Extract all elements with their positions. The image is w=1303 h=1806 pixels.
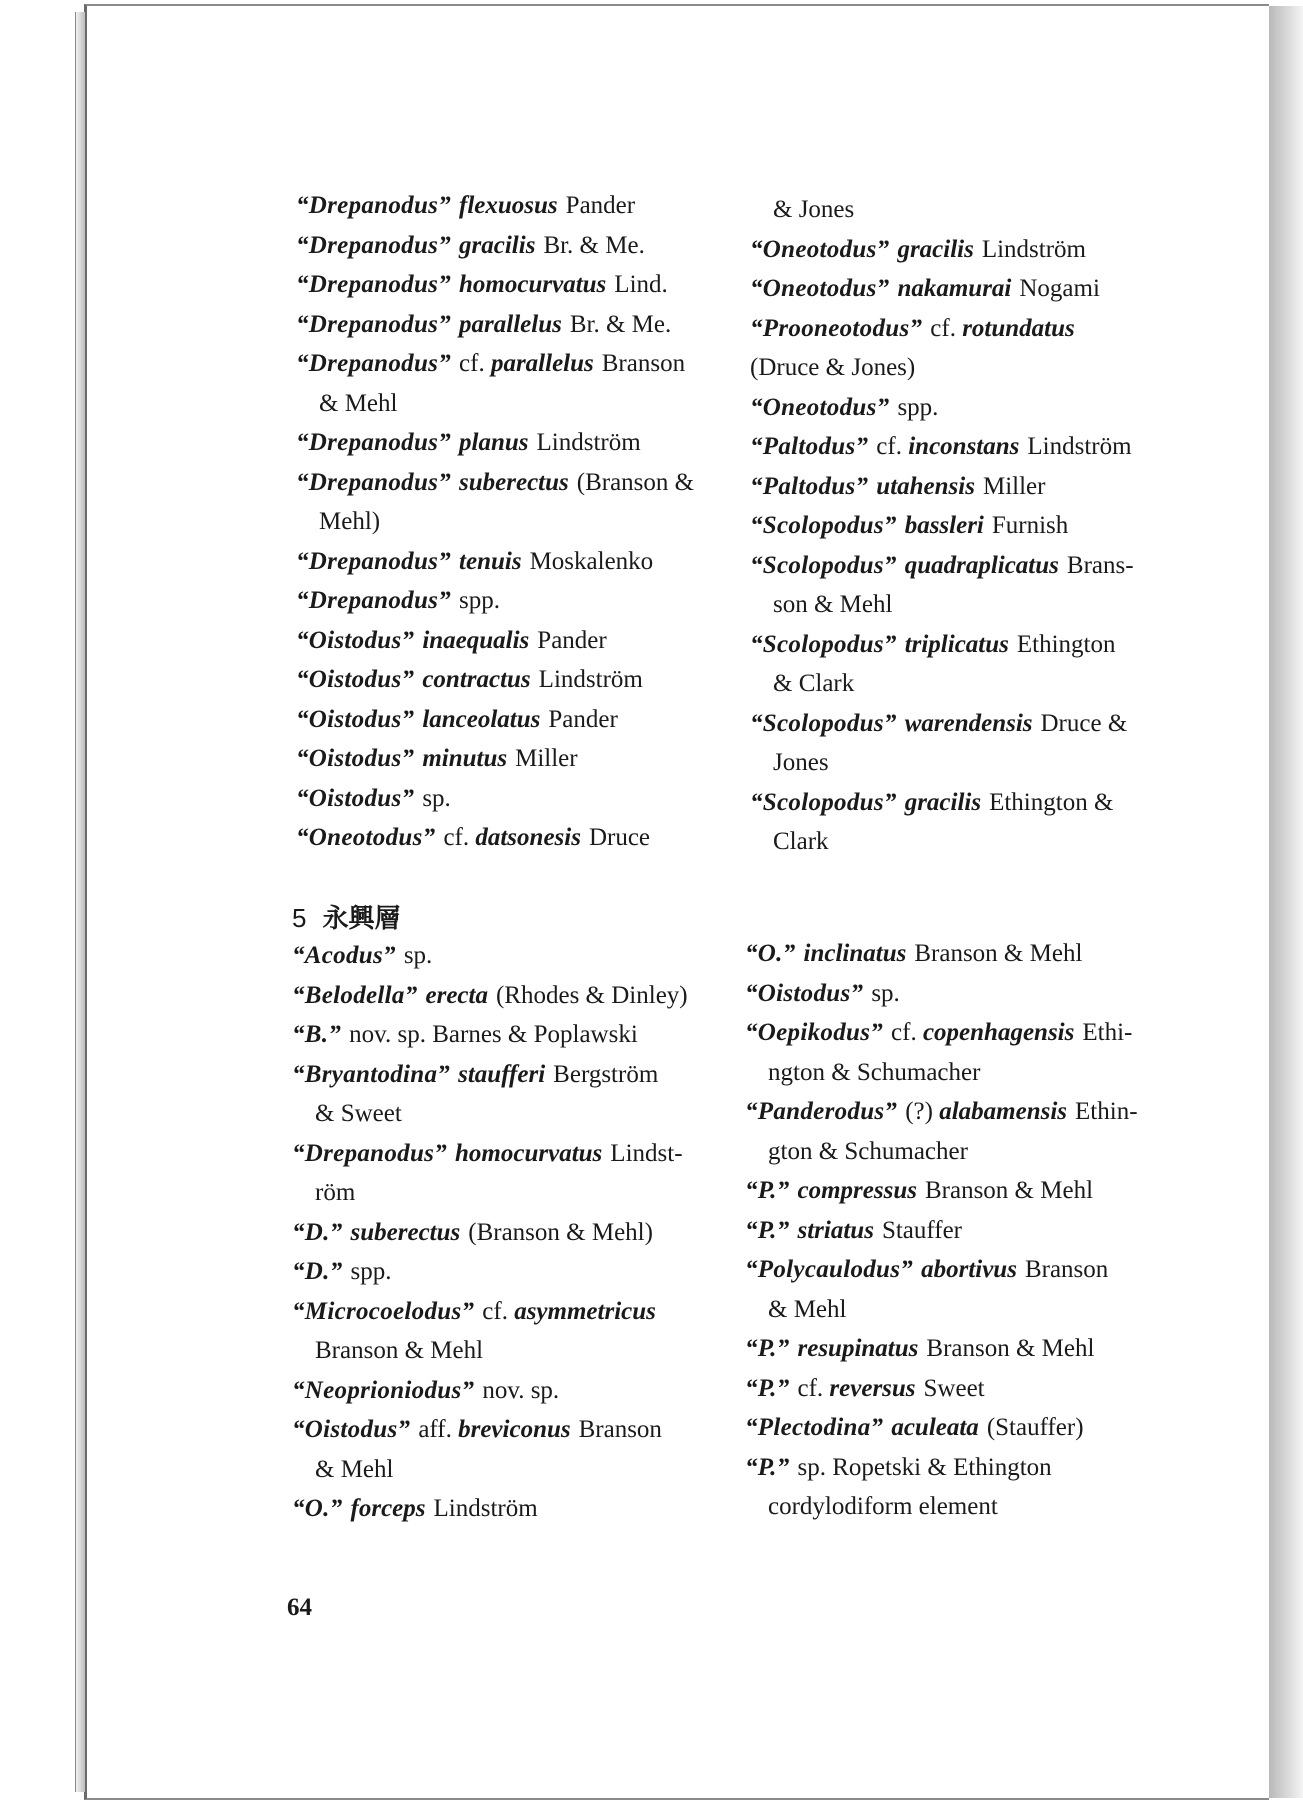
taxon-entry	[296, 621, 694, 661]
author-name: cf.	[930, 314, 963, 342]
taxon-entry	[296, 818, 694, 858]
entry-continuation: & Mehl	[319, 389, 398, 417]
taxon-entry	[296, 265, 694, 305]
taxon-entry	[745, 934, 1138, 974]
taxon-entry	[296, 739, 694, 779]
taxon-entry	[750, 625, 1134, 665]
genus-name: “Drepanodus”	[296, 547, 452, 575]
taxon-entry	[292, 1292, 688, 1332]
species-name: tenuis	[459, 547, 522, 575]
genus-name: “Oistodus”	[296, 784, 415, 812]
entry-continuation: son & Mehl	[773, 591, 893, 618]
taxon-entry	[745, 1211, 1138, 1251]
taxon-entry	[292, 1489, 688, 1529]
species-name: breviconus	[458, 1416, 571, 1443]
author-name: Furnish	[991, 512, 1069, 539]
author-name: sp.	[871, 979, 900, 1007]
species-name: asymmetricus	[514, 1297, 656, 1325]
taxon-entry	[750, 427, 1134, 467]
species-name: datsonesis	[475, 824, 581, 851]
entry-continuation: ngton & Schumacher	[768, 1058, 981, 1086]
entry-continuation: & Clark	[773, 670, 855, 697]
author-name: cf.	[797, 1374, 830, 1402]
taxon-entry	[750, 388, 1134, 428]
genus-name: “Drepanodus”	[296, 429, 452, 456]
author-name: sp.	[422, 784, 451, 812]
species-name: resupinatus	[797, 1335, 919, 1362]
taxon-entry	[296, 581, 694, 621]
genus-name: “Microcoelodus”	[292, 1297, 475, 1325]
genus-name: “Drepanodus”	[296, 192, 452, 219]
author-name: Nogami	[1019, 275, 1100, 302]
genus-name: “B.”	[292, 1021, 342, 1048]
species-name: suberectus	[459, 468, 569, 496]
author-name: Lindström	[1027, 433, 1132, 460]
genus-name: “Oistodus”	[296, 745, 415, 772]
taxon-entry	[296, 542, 694, 582]
author-name: Pander	[537, 626, 607, 654]
author-name: Branson	[578, 1416, 662, 1443]
taxon-entry	[745, 974, 1138, 1014]
author-name: Ethington	[1016, 630, 1116, 658]
genus-name: “Polycaulodus”	[745, 1256, 914, 1283]
genus-name: “Scolopodus”	[750, 512, 897, 539]
species-name: quadraplicatus	[904, 551, 1059, 579]
author-name: Lindström	[538, 666, 643, 693]
section-title: 永興層	[322, 904, 401, 934]
author-name: spp.	[459, 587, 501, 614]
species-name: parallelus	[490, 350, 594, 377]
genus-name: “Scolopodus”	[750, 709, 897, 737]
genus-name: “Oneotodus”	[750, 275, 890, 302]
taxon-entry	[296, 463, 694, 503]
species-name: contractus	[422, 666, 531, 693]
entry-continuation: & Sweet	[315, 1100, 402, 1127]
taxon-entry	[292, 1252, 688, 1292]
author-name: Druce	[588, 824, 651, 851]
author-name: Lindström	[536, 429, 641, 456]
taxon-entry	[745, 1250, 1138, 1290]
taxon-entry	[745, 1013, 1138, 1053]
species-name: nakamurai	[897, 275, 1012, 302]
taxa-list-bottom-right	[745, 934, 1138, 1527]
genus-name: “O.”	[292, 1495, 343, 1522]
taxon-entry	[292, 1410, 688, 1450]
author-name: (Branson &	[576, 468, 695, 496]
genus-name: “Drepanodus”	[296, 310, 452, 338]
species-name: rotundatus	[962, 314, 1075, 342]
author-name: Miller	[982, 472, 1046, 500]
taxon-entry	[292, 936, 688, 976]
author-name: sp.	[403, 942, 433, 969]
author-name: Ethi-	[1082, 1019, 1133, 1046]
entry-continuation: Clark	[773, 828, 829, 855]
genus-name: “Panderodus”	[745, 1098, 898, 1125]
author-name: Pander	[548, 705, 618, 733]
author-name: Branson & Mehl	[924, 1177, 1094, 1204]
author-name: Branson	[1024, 1256, 1109, 1283]
genus-name: “Scolopodus”	[750, 788, 897, 816]
genus-name: “Drepanodus”	[296, 587, 452, 614]
species-name: inclinatus	[803, 940, 907, 967]
author-name: Lindst-	[610, 1139, 683, 1167]
genus-name: “P.”	[745, 1335, 790, 1362]
taxon-entry	[292, 1055, 688, 1095]
author-name: aff.	[418, 1416, 459, 1443]
genus-name: “Prooneotodus”	[750, 314, 923, 342]
taxon-entry	[296, 344, 694, 384]
taxon-entry	[745, 1171, 1138, 1211]
author-name: Br. & Me.	[569, 310, 672, 338]
genus-name: “Belodella”	[292, 981, 418, 1009]
taxon-entry	[296, 660, 694, 700]
taxon-entry	[292, 976, 688, 1016]
species-name: copenhagensis	[922, 1019, 1075, 1046]
taxon-entry	[292, 1371, 688, 1411]
author-name: Ethington &	[989, 788, 1114, 816]
author-name: Brans-	[1066, 551, 1134, 579]
author-name: cf.	[891, 1019, 923, 1046]
author-name: spp.	[350, 1258, 392, 1285]
author-name: Branson & Mehl	[914, 940, 1083, 967]
author-name: (?)	[905, 1098, 940, 1125]
taxon-entry	[750, 506, 1134, 546]
taxon-entry	[296, 423, 694, 463]
genus-name: “Oistodus”	[296, 666, 415, 693]
taxon-entry	[292, 1134, 688, 1174]
species-name: flexuosus	[459, 192, 558, 219]
genus-name: “P.”	[745, 1374, 790, 1402]
genus-name: “Plectodina”	[745, 1414, 884, 1441]
entry-continuation: gton & Schumacher	[768, 1137, 968, 1165]
species-name: aculeata	[891, 1414, 979, 1441]
species-name: forceps	[350, 1495, 426, 1522]
author-name: cf.	[482, 1297, 515, 1325]
taxon-entry	[296, 305, 694, 345]
entry-continuation: (Druce & Jones)	[750, 354, 916, 381]
taxon-entry	[750, 546, 1134, 586]
species-name: inconstans	[908, 433, 1020, 460]
genus-name: “Oneotodus”	[750, 235, 890, 263]
species-name: parallelus	[459, 310, 562, 338]
genus-name: “O.”	[745, 940, 796, 967]
species-name: compressus	[797, 1177, 917, 1204]
taxon-entry	[296, 700, 694, 740]
section-number: 5	[292, 903, 307, 933]
author-name: cf.	[459, 350, 491, 377]
genus-name: “Oepikodus”	[745, 1019, 884, 1046]
species-name: reversus	[829, 1374, 916, 1402]
species-name: homocurvatus	[459, 271, 607, 298]
author-name: (Rhodes & Dinley)	[495, 981, 688, 1009]
author-name: Miller	[515, 745, 578, 772]
author-name: Pander	[565, 192, 636, 219]
taxon-entry	[750, 467, 1134, 507]
species-name: gracilis	[897, 235, 974, 263]
genus-name: “Oneotodus”	[296, 824, 436, 851]
taxon-entry	[745, 1092, 1138, 1132]
entry-continuation: Branson & Mehl	[315, 1337, 484, 1364]
species-name: bassleri	[904, 512, 984, 539]
genus-name: “Scolopodus”	[750, 630, 897, 658]
entry-continuation: & Jones	[773, 196, 855, 223]
author-name: Branson	[601, 350, 686, 377]
genus-name: “Drepanodus”	[292, 1139, 448, 1167]
entry-continuation: cordylodiform element	[768, 1493, 998, 1520]
genus-name: “Oistodus”	[745, 979, 864, 1007]
author-name: spp.	[897, 393, 939, 421]
genus-name: “Drepanodus”	[296, 231, 452, 259]
author-name: nov. sp. Barnes & Poplawski	[349, 1021, 638, 1048]
author-name: Lindström	[433, 1495, 538, 1522]
taxon-entry	[296, 186, 694, 226]
genus-name: “Oistodus”	[292, 1416, 411, 1443]
taxon-entry	[750, 230, 1134, 270]
author-name: Branson & Mehl	[926, 1335, 1095, 1362]
species-name: gracilis	[904, 788, 982, 816]
entry-continuation: & Mehl	[315, 1455, 394, 1483]
species-name: gracilis	[459, 231, 536, 259]
genus-name: “P.”	[745, 1216, 790, 1244]
species-name: minutus	[422, 745, 508, 772]
author-name: (Stauffer)	[986, 1414, 1084, 1441]
genus-name: “Acodus”	[292, 942, 396, 969]
taxa-list-top-left	[296, 186, 694, 858]
author-name: Druce &	[1040, 709, 1128, 737]
taxa-list-top-right	[750, 190, 1134, 862]
author-name: Stauffer	[881, 1216, 963, 1244]
entry-continuation: Jones	[773, 749, 829, 776]
taxa-list-bottom-left	[292, 936, 688, 1529]
author-name: Ethin-	[1075, 1098, 1138, 1125]
taxon-entry	[296, 779, 694, 819]
genus-name: “Neoprioniodus”	[292, 1376, 475, 1404]
taxon-entry	[750, 269, 1134, 309]
taxon-entry	[750, 704, 1134, 744]
page-number: 64	[287, 1594, 312, 1621]
species-name: inaequalis	[422, 626, 530, 654]
species-name: homocurvatus	[455, 1139, 603, 1167]
genus-name: “Drepanodus”	[296, 271, 452, 298]
entry-continuation: röm	[315, 1179, 356, 1206]
species-name: abortivus	[921, 1256, 1017, 1283]
genus-name: “Bryantodina”	[292, 1060, 451, 1088]
genus-name: “Scolopodus”	[750, 551, 897, 579]
species-name: utahensis	[876, 472, 975, 500]
genus-name: “Paltodus”	[750, 472, 869, 500]
author-name: nov. sp.	[482, 1376, 560, 1404]
author-name: Lind.	[614, 271, 668, 298]
genus-name: “P.”	[745, 1453, 790, 1481]
genus-name: “Drepanodus”	[296, 350, 452, 377]
author-name: cf.	[876, 433, 909, 460]
species-name: suberectus	[350, 1218, 461, 1246]
taxon-entry	[745, 1369, 1138, 1409]
taxon-entry	[745, 1448, 1138, 1488]
taxon-entry	[292, 1213, 688, 1253]
author-name: Br. & Me.	[543, 231, 645, 259]
taxon-entry	[292, 1015, 688, 1055]
taxon-entry	[745, 1329, 1138, 1369]
species-name: planus	[459, 429, 529, 456]
species-name: triplicatus	[904, 630, 1009, 658]
author-name: Lindström	[981, 235, 1087, 263]
genus-name: “D.”	[292, 1218, 343, 1246]
genus-name: “Paltodus”	[750, 433, 869, 460]
species-name: warendensis	[904, 709, 1033, 737]
genus-name: “D.”	[292, 1258, 343, 1285]
author-name: cf.	[443, 824, 476, 851]
author-name: Sweet	[923, 1374, 985, 1402]
taxon-entry	[750, 783, 1134, 823]
taxon-entry	[296, 226, 694, 266]
genus-name: “Oistodus”	[296, 626, 415, 654]
entry-continuation: Mehl)	[319, 508, 381, 535]
section-heading	[292, 900, 400, 937]
genus-name: “Oneotodus”	[750, 393, 890, 421]
author-name: Moskalenko	[529, 547, 654, 575]
species-name: lanceolatus	[422, 705, 541, 733]
genus-name: “Drepanodus”	[296, 468, 452, 496]
author-name: sp. Ropetski & Ethington	[797, 1453, 1052, 1481]
genus-name: “P.”	[745, 1177, 790, 1204]
species-name: striatus	[797, 1216, 874, 1244]
genus-name: “Oistodus”	[296, 705, 415, 733]
author-name: (Branson & Mehl)	[468, 1218, 653, 1246]
taxon-entry	[745, 1408, 1138, 1448]
species-name: alabamensis	[939, 1098, 1068, 1125]
entry-continuation: & Mehl	[768, 1295, 847, 1323]
taxon-entry	[750, 309, 1134, 349]
author-name: Bergström	[553, 1060, 659, 1088]
species-name: staufferi	[458, 1060, 546, 1088]
species-name: erecta	[425, 981, 488, 1009]
